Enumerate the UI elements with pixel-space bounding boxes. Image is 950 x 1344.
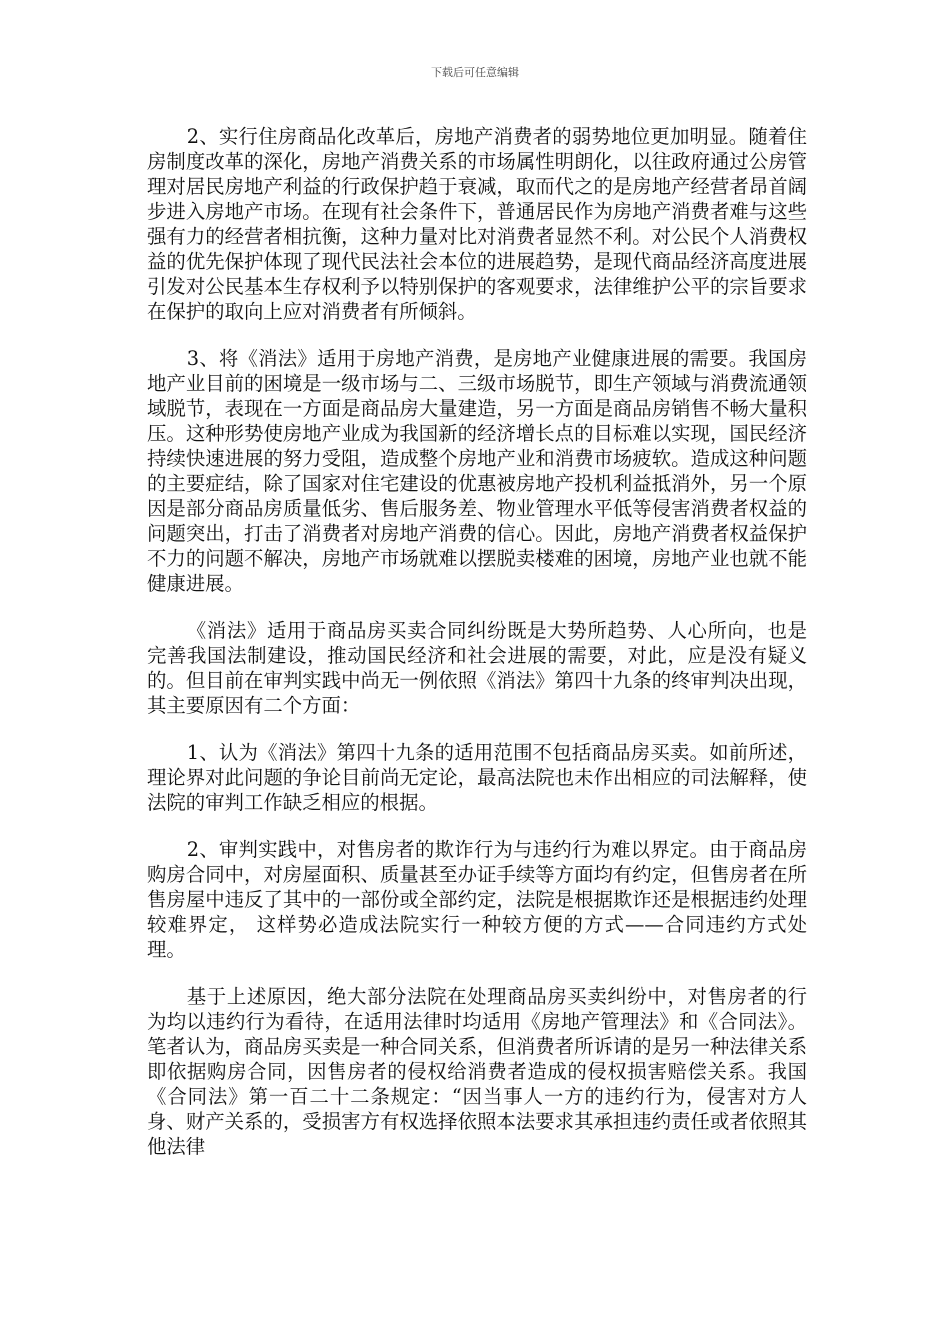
document-body: [147, 124, 807, 1159]
page-header: 下载后可任意编辑: [431, 66, 519, 79]
paragraph-housing-reform: 2、实行住房商品化改革后，房地产消费者的弱势地位更加明显。随着住房制度改革的深化，房地产消费关系的市场属性明朗化，以往政府通过公房管理对居民房地产利益的行政保护趋于衰减，取而代之的是房地产经营者昂首阔步进入房地产市场。在现有社会条件下，普通居民作为房地产消费者难与这些强有力的经营者相抗衡，这种力量对比对消费者显然不利。对公民个人消费权益的优先保护体现了现代民法社会本位的进展趋势，是现代商品经济高度进展引发对公民基本生存权利予以特别保护的客观要求，法律维护公平的宗旨要求在保护的取向上应对消费者有所倾斜。: [147, 125, 807, 323]
paragraph-conclusion: 基于上述原因，绝大部分法院在处理商品房买卖纠纷中，对售房者的行为均以违约行为看待，在适用法律时均适用《房地产管理法》和《合同法》。笔者认为，商品房买卖是一种合同关系，但消费者所诉请的是另一种法律关系即依据购房合同，因售房者的侵权给消费者造成的侵权损害赔偿关系。我国《合同法》第一百二十二条规定：“因当事人一方的违约行为，侵害对方人身、财产关系的，受损害方有权选择依照本法要求其承担违约责任或者依照其他法律: [147, 985, 807, 1158]
paragraph-consumer-law-application: 《消法》适用于商品房买卖合同纠纷既是大势所趋势、人心所向，也是完善我国法制建设，推动国民经济和社会进展的需要，对此，应是没有疑义的。但目前在审判实践中尚无一例依照《消法》第四十九条的终审判决出现，其主要原因有二个方面：: [147, 619, 807, 717]
paragraph-reason-one: 1、认为《消法》第四十九条的适用范围不包括商品房买卖。如前所述，理论界对此问题的争论目前尚无定论，最高法院也未作出相应的司法解释，使法院的审判工作缺乏相应的根据。: [147, 741, 807, 814]
paragraph-real-estate-development: 3、将《消法》适用于房地产消费，是房地产业健康进展的需要。我国房地产业目前的困境是一级市场与二、三级市场脱节，即生产领域与消费流通领域脱节，表现在一方面是商品房大量建造，另一方面是商品房销售不畅大量积压。这种形势使房地产业成为我国新的经济增长点的目标难以实现，国民经济持续快速进展的努力受阻，造成整个房地产业和消费市场疲软。造成这种问题的主要症结，除了国家对住宅建设的优惠被房地产投机利益抵消外，另一个原因是部分商品房质量低劣、售后服务差、物业管理水平低等侵害消费者权益的问题突出，打击了消费者对房地产消费的信心。因此，房地产消费者权益保护不力的问题不解决，房地产市场就难以摆脱卖楼难的困境，房地产业也就不能健康进展。: [147, 347, 807, 595]
paragraph-reason-two: 2、审判实践中，对售房者的欺诈行为与违约行为难以界定。由于商品房购房合同中，对房屋面积、质量甚至办证手续等方面均有约定，但售房者在所售房屋中违反了其中的一部份或全部约定，法院是根据欺诈还是根据违约处理较难界定， 这样势必造成法院实行一种较方便的方式——合同违约方式处理。: [147, 838, 807, 961]
